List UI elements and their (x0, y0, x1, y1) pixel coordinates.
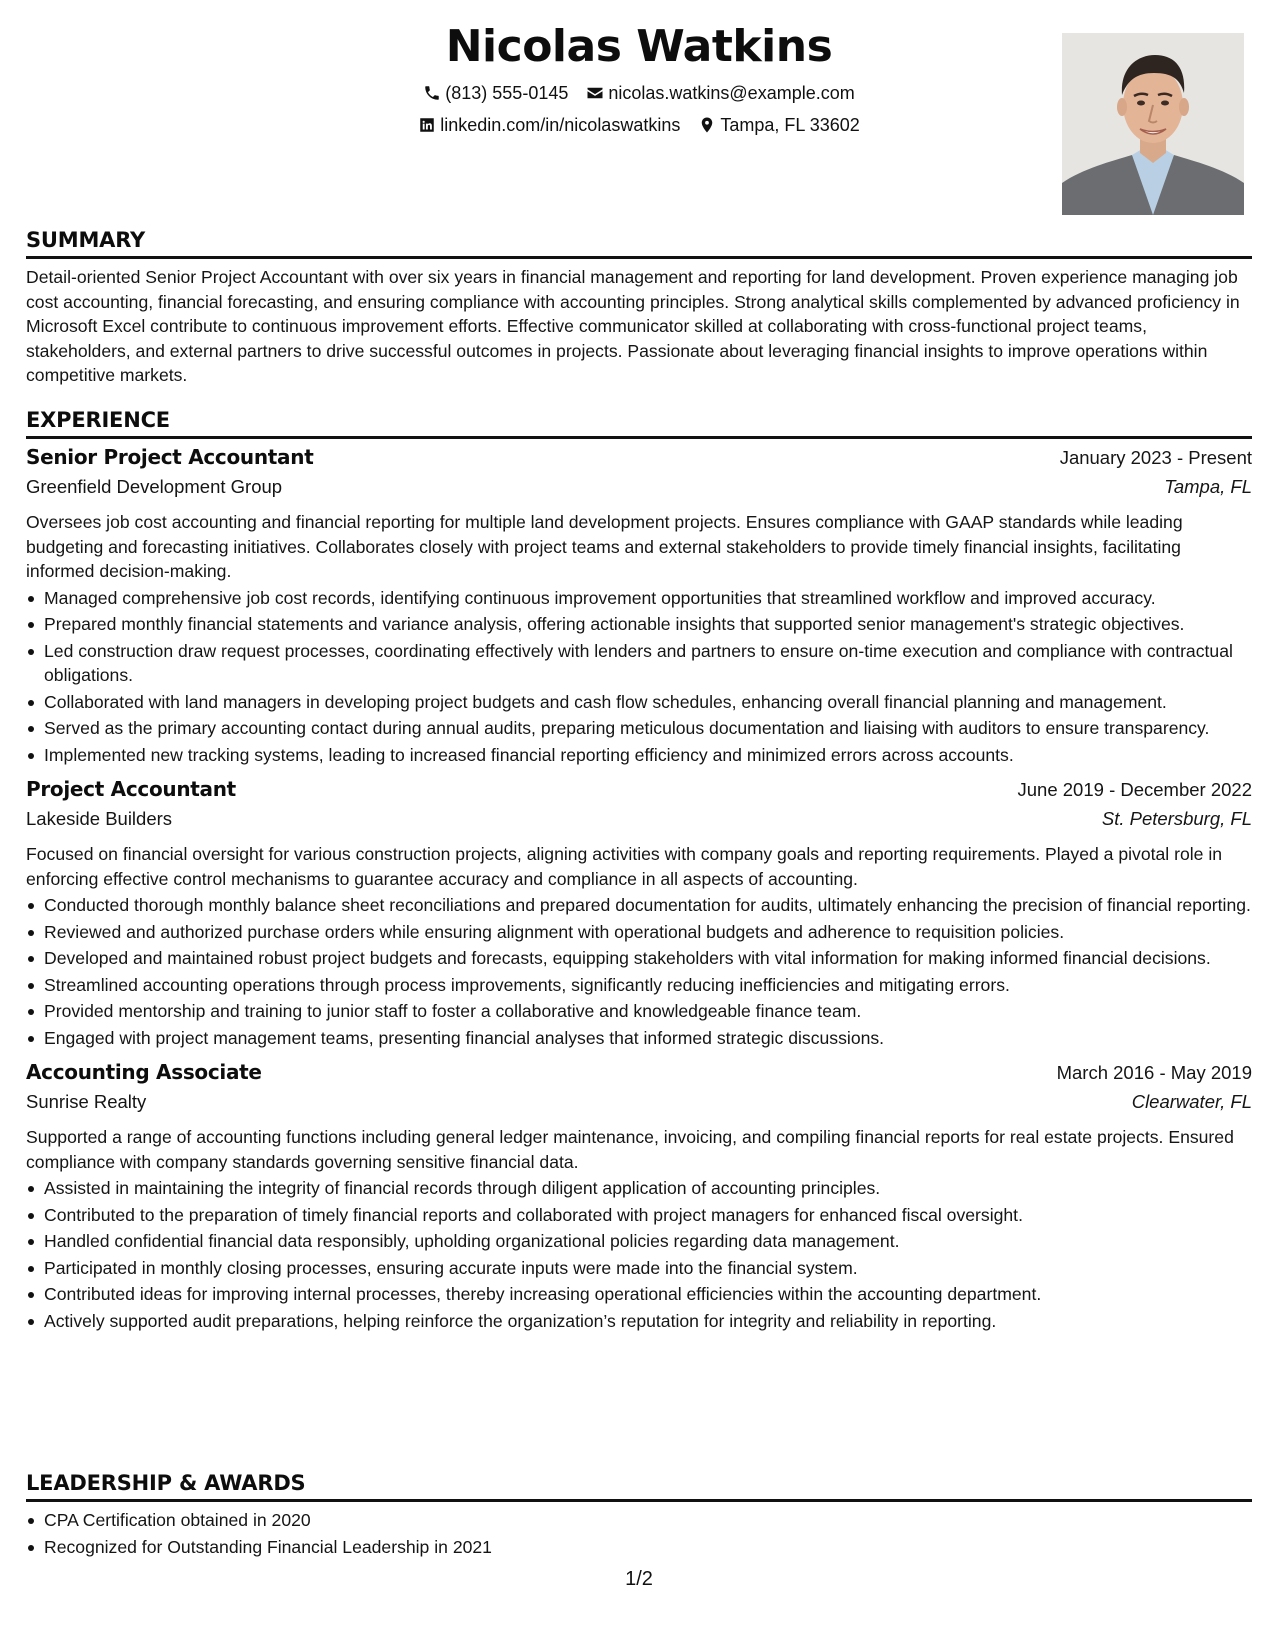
section-divider (26, 436, 1252, 439)
job-bullets (26, 586, 1252, 768)
bullet-item: Prepared monthly financial statements and variance analysis, offering actionable insights that supported senior management's strategic objectives. (26, 612, 1252, 637)
phone-icon (423, 84, 441, 102)
resume-page (26, 0, 1252, 1650)
phone-contact[interactable] (423, 82, 568, 104)
linkedin-icon (418, 116, 436, 134)
bullet-item: Conducted thorough monthly balance sheet reconciliations and prepared documentation for audits, ultimately enhancing the precision of financial reporting. (26, 893, 1252, 918)
location-contact (698, 114, 859, 136)
email-text: nicolas.watkins@example.com (608, 83, 855, 103)
resume-header (26, 18, 1252, 218)
page-number: 1/2 (625, 1568, 653, 1590)
map-pin-icon (698, 116, 716, 134)
leadership-section (26, 1469, 1252, 1559)
profile-photo (1062, 33, 1244, 215)
candidate-name: Nicolas Watkins (445, 21, 833, 72)
job-dates: January 2023 - Present (1059, 447, 1252, 468)
summary-text: Detail-oriented Senior Project Accountant with over six years in financial management and reporting for land development. Proven experience managing job cost accounting, financial forecasting, and ensuring compliance with accounting principles. Strong analytical skills complemented by advanced proficiency in Microsoft Excel contribute to continuous improvement efforts. Effective communicator skilled at collaborating with cross-functional project teams, stakeholders, and external partners to drive successful outcomes in projects. Passionate about leveraging financial insights to improve operations within competitive markets. (26, 267, 1240, 385)
bullet-item: Participated in monthly closing processes, ensuring accurate inputs were made into the financial system. (26, 1256, 1252, 1281)
bullet-item: Engaged with project management teams, presenting financial analyses that informed strategic discussions. (26, 1026, 1252, 1051)
job-title: Project Accountant (26, 777, 236, 801)
job-bullets (26, 893, 1252, 1050)
job-description: Oversees job cost accounting and financial reporting for multiple land development projects. Ensures compliance with GAAP standards while leading budgeting and forecasting initiatives. Collaborates closely with project teams and external stakeholders to provide timely financial insights, facilitating informed decision-making. (26, 512, 1183, 581)
linkedin-text: linkedin.com/in/nicolaswatkins (440, 115, 681, 135)
job-description: Focused on financial oversight for various construction projects, aligning activities with company goals and reporting requirements. Played a pivotal role in enforcing effective control mechanisms to guarantee accuracy and compliance in all aspects of accounting. (26, 844, 1223, 889)
phone-text: (813) 555-0145 (445, 83, 569, 103)
envelope-icon (586, 84, 604, 102)
bullet-item: Implemented new tracking systems, leading to increased financial reporting efficiency and minimized errors across accounts. (26, 743, 1252, 768)
bullet-item: Handled confidential financial data responsibly, upholding organizational policies regarding data management. (26, 1229, 1252, 1254)
company-name: Greenfield Development Group (26, 476, 283, 497)
job-entry (26, 1060, 1252, 1333)
job-location: St. Petersburg, FL (1101, 808, 1252, 829)
job-location: Tampa, FL (1164, 476, 1252, 497)
email-contact[interactable] (586, 82, 854, 104)
bullet-item: Actively supported audit preparations, helping reinforce the organization’s reputation for integrity and reliability in reporting. (26, 1309, 1252, 1334)
bullet-item: Assisted in maintaining the integrity of financial records through diligent application of accounting principles. (26, 1176, 1252, 1201)
company-name: Lakeside Builders (26, 808, 173, 829)
job-location: Clearwater, FL (1131, 1091, 1252, 1112)
bullet-item: Provided mentorship and training to junior staff to foster a collaborative and knowledgeable finance team. (26, 999, 1252, 1024)
section-title-experience: EXPERIENCE (26, 408, 170, 432)
bullet-item: Contributed ideas for improving internal processes, thereby increasing operational efficiencies within the accounting department. (26, 1282, 1252, 1307)
section-title-leadership: LEADERSHIP & AWARDS (26, 1471, 306, 1495)
award-item: CPA Certification obtained in 2020 (26, 1508, 1252, 1533)
experience-section (26, 406, 1252, 1333)
bullet-item: Served as the primary accounting contact during annual audits, preparing meticulous documentation and liaising with auditors to ensure transparency. (26, 716, 1252, 741)
bullet-item: Streamlined accounting operations through process improvements, significantly reducing inefficiencies and mitigating errors. (26, 973, 1252, 998)
location-text: Tampa, FL 33602 (720, 115, 860, 135)
section-divider (26, 256, 1252, 259)
award-item: Recognized for Outstanding Financial Leadership in 2021 (26, 1535, 1252, 1560)
job-dates: March 2016 - May 2019 (1056, 1062, 1252, 1083)
bullet-item: Managed comprehensive job cost records, identifying continuous improvement opportunities that streamlined workflow and improved accuracy. (26, 586, 1252, 611)
job-entry (26, 445, 1252, 767)
job-title: Senior Project Accountant (26, 445, 314, 469)
bullet-item: Collaborated with land managers in developing project budgets and cash flow schedules, enhancing overall financial planning and management. (26, 690, 1252, 715)
job-entry (26, 777, 1252, 1050)
job-bullets (26, 1176, 1252, 1333)
job-dates: June 2019 - December 2022 (1017, 779, 1252, 800)
summary-section (26, 226, 1252, 388)
company-name: Sunrise Realty (26, 1091, 147, 1112)
section-divider (26, 1499, 1252, 1502)
bullet-item: Led construction draw request processes, coordinating effectively with lenders and partners to ensure on-time execution and compliance with contractual obligations. (26, 639, 1252, 688)
bullet-item: Contributed to the preparation of timely financial reports and collaborated with project managers for enhanced fiscal oversight. (26, 1203, 1252, 1228)
leadership-list (26, 1508, 1252, 1559)
job-title: Accounting Associate (26, 1060, 262, 1084)
job-description: Supported a range of accounting functions including general ledger maintenance, invoicing, and compiling financial reports for real estate projects. Ensured compliance with company standards governing sensitive financial data. (26, 1127, 1234, 1172)
profile-photo-illustration (1062, 33, 1244, 215)
linkedin-contact[interactable] (418, 114, 680, 136)
bullet-item: Developed and maintained robust project budgets and forecasts, equipping stakeholders with vital information for making informed financial decisions. (26, 946, 1252, 971)
section-title-summary: SUMMARY (26, 228, 146, 252)
bullet-item: Reviewed and authorized purchase orders while ensuring alignment with operational budgets and adherence to requisition policies. (26, 920, 1252, 945)
